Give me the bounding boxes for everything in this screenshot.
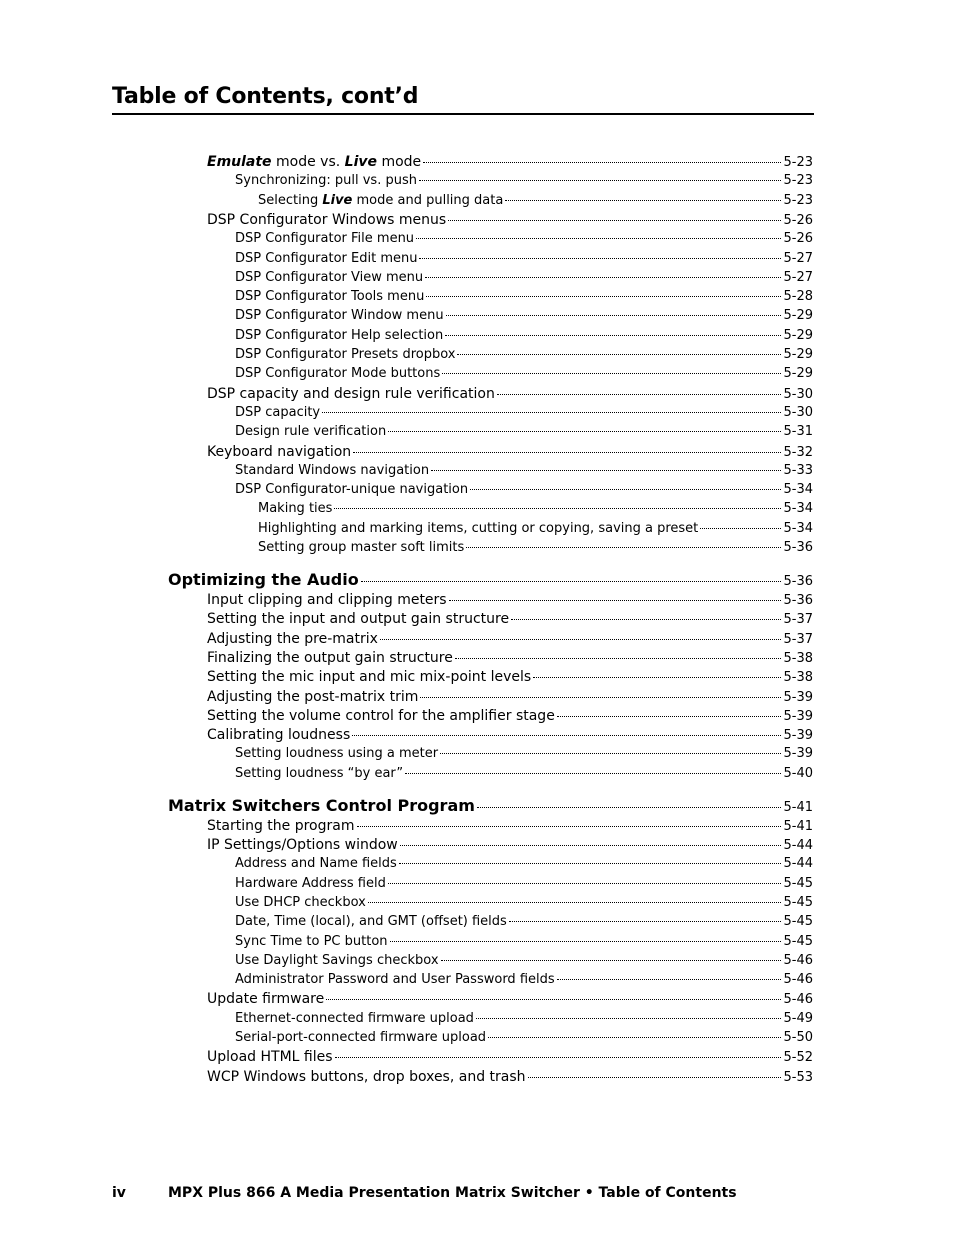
toc-leader-dots [357, 826, 782, 827]
toc-entry-page: 5-45 [783, 933, 813, 949]
toc-entry-label-part: Live [344, 154, 377, 170]
toc-entry[interactable] [235, 405, 813, 420]
toc-entry-page: 5-46 [783, 992, 813, 1008]
toc-entry-label: Design rule verification [235, 424, 387, 440]
toc-leader-dots [488, 1037, 781, 1038]
toc-entry[interactable] [235, 876, 813, 891]
toc-entry-page: 5-36 [783, 574, 813, 589]
toc-entry[interactable] [235, 308, 813, 323]
toc-leader-dots [426, 296, 781, 297]
toc-entry-label: Setting the mic input and mic mix-point levels [207, 669, 532, 686]
toc-leader-dots [419, 180, 782, 181]
toc-entry-page: 5-49 [783, 1010, 813, 1026]
toc-entry-label: DSP capacity [235, 404, 321, 420]
toc-entry-label: Keyboard navigation [207, 443, 352, 460]
toc-entry[interactable] [235, 366, 813, 381]
toc-entry[interactable] [235, 934, 813, 949]
toc-leader-dots [466, 547, 781, 548]
toc-entry-label: DSP Configurator Presets dropbox [235, 347, 456, 362]
toc-entry[interactable] [235, 270, 813, 285]
toc-entry-page: 5-38 [783, 650, 813, 666]
toc-entry-page: 5-27 [783, 269, 813, 285]
toc-entry-page: 5-32 [783, 444, 813, 460]
toc-leader-dots [455, 658, 782, 659]
toc-entry-label: Standard Windows navigation [235, 462, 430, 478]
toc-entry[interactable] [207, 631, 813, 647]
toc-entry-label: Serial-port-connected firmware upload [235, 1030, 487, 1045]
toc-leader-dots [446, 315, 782, 316]
toc-leader-dots [431, 470, 781, 471]
toc-leader-dots [557, 979, 782, 980]
toc-entry[interactable] [235, 766, 813, 781]
toc-entry[interactable] [207, 212, 813, 228]
toc-leader-dots [511, 619, 781, 620]
toc-entry[interactable] [235, 328, 813, 343]
toc-leader-dots [361, 581, 782, 582]
toc-entry-page: 5-34 [783, 482, 813, 498]
toc-entry-page: 5-27 [783, 250, 813, 266]
toc-leader-dots [416, 238, 781, 239]
toc-entry-label: Use Daylight Savings checkbox [235, 952, 439, 968]
toc-entry-page: 5-45 [783, 875, 813, 891]
toc-entry[interactable] [207, 1069, 813, 1085]
toc-entry[interactable] [258, 540, 813, 555]
toc-entry-label: Use DHCP checkbox [235, 894, 366, 910]
toc-leader-dots [470, 489, 781, 490]
toc-entry-label [258, 193, 503, 208]
toc-leader-dots [335, 1057, 782, 1058]
toc-leader-dots [334, 508, 781, 509]
toc-entry-label: Setting loudness using a meter [235, 746, 439, 762]
toc-entry-label: IP Settings/Options window [207, 837, 398, 853]
toc-entry[interactable] [207, 669, 813, 685]
toc-entry-label: Matrix Switchers Control Program [168, 795, 475, 815]
toc-entry[interactable] [207, 689, 813, 705]
toc-leader-dots [528, 1077, 782, 1078]
toc-entry-page: 5-44 [783, 856, 813, 872]
toc-leader-dots [423, 162, 781, 163]
toc-entry-label: Sync Time to PC button [235, 933, 388, 949]
toc-entry[interactable] [235, 173, 813, 188]
toc-entry[interactable] [207, 708, 813, 724]
toc-entry-label: DSP capacity and design rule verification [207, 385, 495, 402]
toc-entry-label: DSP Configurator View menu [235, 269, 424, 285]
toc-entry[interactable] [207, 154, 813, 170]
toc-entry[interactable] [235, 1030, 813, 1045]
toc-entry-page: 5-29 [783, 308, 813, 324]
toc-leader-dots [425, 277, 781, 278]
toc-entry-label: Input clipping and clipping meters [207, 592, 447, 608]
toc-entry[interactable] [207, 991, 813, 1007]
toc-section-heading[interactable] [168, 570, 813, 589]
toc-entry-page: 5-50 [783, 1030, 813, 1045]
toc-entry-page: 5-29 [783, 366, 813, 382]
toc-entry-label: Update firmware [207, 991, 325, 1008]
toc-entry-page: 5-23 [783, 192, 813, 208]
toc-entry-label: Calibrating loudness [207, 727, 351, 744]
toc-entry[interactable] [235, 463, 813, 478]
toc-entry[interactable] [207, 727, 813, 743]
toc-entry-label: Upload HTML files [207, 1049, 333, 1066]
toc-entry-page: 5-26 [783, 212, 813, 228]
toc-entry-page: 5-26 [783, 231, 813, 247]
toc-entry[interactable] [207, 611, 813, 627]
toc-leader-dots [322, 412, 781, 413]
toc-entry-page: 5-30 [783, 404, 813, 420]
toc-leader-dots [505, 200, 781, 201]
footer-text: MPX Plus 866 A Media Presentation Matrix Switcher • Table of Contents [168, 1185, 737, 1201]
toc-entry-page: 5-41 [783, 818, 813, 834]
toc-section-heading[interactable] [168, 796, 813, 815]
toc-entry[interactable] [235, 856, 813, 871]
toc-leader-dots [380, 639, 782, 640]
toc-entry-page: 5-45 [783, 914, 813, 930]
toc-entry-label: Ethernet-connected firmware upload [235, 1010, 474, 1026]
toc-leader-dots [352, 735, 781, 736]
toc-entry-label: Adjusting the post-matrix trim [207, 688, 419, 705]
toc-entry[interactable] [207, 1049, 813, 1065]
toc-entry-page: 5-29 [783, 347, 813, 362]
toc-leader-dots [476, 1018, 782, 1019]
toc-entry[interactable] [235, 424, 813, 439]
toc-leader-dots [353, 452, 781, 453]
toc-leader-dots [388, 431, 781, 432]
toc-entry-page: 5-52 [783, 1050, 813, 1066]
toc-entry-label: Setting loudness “by ear” [235, 765, 404, 781]
toc-entry-label: DSP Configurator-unique navigation [235, 482, 469, 498]
toc-leader-dots [390, 941, 782, 942]
toc-entry-label-part: mode vs. [271, 154, 345, 170]
toc-entry[interactable] [235, 347, 813, 362]
toc-entry-label: Synchronizing: pull vs. push [235, 173, 417, 189]
page-footer [112, 1185, 737, 1201]
toc-entry[interactable] [207, 386, 813, 402]
toc-entry-label: DSP Configurator Edit menu [235, 250, 418, 266]
toc-entry-page: 5-30 [783, 386, 813, 402]
toc-entry[interactable] [235, 251, 813, 266]
toc-entry-label-part: Live [322, 192, 353, 208]
toc-entry-label: Making ties [258, 501, 333, 517]
toc-entry[interactable] [207, 650, 813, 666]
toc-leader-dots [497, 394, 782, 395]
toc-entry-page: 5-45 [783, 894, 813, 910]
toc-entry-label [207, 154, 421, 170]
toc-entry-label: DSP Configurator Tools menu [235, 289, 425, 305]
toc-leader-dots [400, 845, 782, 846]
toc-leader-dots [477, 807, 782, 808]
toc-entry[interactable] [207, 592, 813, 608]
toc-entry[interactable] [235, 953, 813, 968]
toc-entry-page: 5-34 [783, 501, 813, 517]
toc-entry-label-part: Emulate [207, 154, 272, 170]
toc-leader-dots [445, 335, 781, 336]
toc-entry-label: Hardware Address field [235, 875, 386, 891]
toc-entry[interactable] [207, 837, 813, 853]
toc-entry-label: DSP Configurator Help selection [235, 327, 444, 343]
toc-entry[interactable] [235, 895, 813, 910]
toc-entry[interactable] [235, 972, 813, 987]
toc-entry-page: 5-38 [783, 670, 813, 686]
toc-leader-dots [457, 354, 781, 355]
toc-entry-page: 5-37 [783, 631, 813, 647]
toc-leader-dots [700, 528, 781, 529]
toc-entry-label: Adjusting the pre-matrix [207, 630, 378, 647]
toc-leader-dots [420, 697, 781, 698]
toc-entry-label: Optimizing the Audio [168, 570, 359, 589]
toc-leader-dots [326, 999, 781, 1000]
toc-leader-dots [405, 773, 781, 774]
toc-entry-page: 5-39 [783, 708, 813, 724]
page-title: Table of Contents, cont’d [112, 84, 419, 109]
toc-entry-page: 5-41 [783, 799, 813, 815]
toc-entry-page: 5-23 [783, 155, 813, 170]
toc-entry-label: DSP Configurator Mode buttons [235, 366, 441, 382]
toc-entry[interactable] [235, 289, 813, 304]
toc-entry-page: 5-34 [783, 520, 813, 536]
toc-entry-label: DSP Configurator Window menu [235, 308, 444, 324]
toc-leader-dots [399, 863, 782, 864]
toc-leader-dots [441, 960, 782, 961]
toc-entry-label: Address and Name fields [235, 856, 397, 872]
footer-page-number: iv [112, 1185, 126, 1201]
toc-leader-dots [440, 753, 781, 754]
toc-entry-page: 5-39 [783, 689, 813, 705]
toc-entry-page: 5-33 [783, 462, 813, 478]
toc-entry-page: 5-39 [783, 728, 813, 744]
toc-leader-dots [388, 883, 782, 884]
toc-leader-dots [419, 258, 781, 259]
toc-entry-label-part: mode and pulling data [352, 192, 504, 208]
toc-entry-label: Setting the volume control for the amplifier stage [207, 707, 555, 724]
toc-entry[interactable] [235, 231, 813, 246]
toc-entry-page: 5-44 [783, 838, 813, 853]
toc-entry-label: Administrator Password and User Password fields [235, 972, 555, 988]
toc-leader-dots [449, 600, 782, 601]
toc-entry-page: 5-53 [783, 1069, 813, 1085]
toc-entry-label: Date, Time (local), and GMT (offset) fields [235, 914, 507, 930]
toc-entry-page: 5-46 [783, 972, 813, 988]
toc-entry-label-part: mode [377, 154, 422, 170]
toc-entry-page: 5-36 [783, 540, 813, 555]
toc-leader-dots [448, 220, 781, 221]
toc-leader-dots [533, 677, 781, 678]
toc-entry-page: 5-28 [783, 289, 813, 305]
toc-entry-label: Finalizing the output gain structure [207, 649, 453, 666]
toc-entry-page: 5-31 [783, 424, 813, 440]
toc-leader-dots [442, 373, 781, 374]
toc-entry-label: Setting the input and output gain structure [207, 611, 510, 628]
toc-entry-label: DSP Configurator File menu [235, 231, 415, 247]
toc-entry-page: 5-36 [783, 593, 813, 608]
toc-entry-page: 5-40 [783, 765, 813, 781]
toc-entry-page: 5-23 [783, 173, 813, 189]
toc-entry-page: 5-29 [783, 327, 813, 343]
toc-entry[interactable] [258, 521, 813, 536]
toc-entry-label: DSP Configurator Windows menus [207, 211, 447, 228]
toc-entry[interactable] [207, 444, 813, 460]
toc-entry-page: 5-37 [783, 612, 813, 628]
toc-entry-label: WCP Windows buttons, drop boxes, and trash [207, 1068, 526, 1085]
toc-entry[interactable] [235, 1011, 813, 1026]
toc-entry[interactable] [207, 818, 813, 834]
toc-entry-label: Starting the program [207, 817, 355, 834]
toc-leader-dots [509, 921, 782, 922]
toc-entry-label-part: Selecting [258, 192, 323, 208]
toc-leader-dots [368, 902, 782, 903]
toc-leader-dots [557, 716, 782, 717]
toc-entry[interactable] [235, 914, 813, 929]
toc-entry[interactable] [235, 482, 813, 497]
toc-entry-page: 5-46 [783, 952, 813, 968]
toc-entry[interactable] [258, 193, 813, 208]
toc-entry-page: 5-39 [783, 746, 813, 762]
toc-entry-label: Setting group master soft limits [258, 540, 465, 555]
toc-entry[interactable] [235, 746, 813, 761]
toc-entry-label: Highlighting and marking items, cutting or copying, saving a preset [258, 520, 699, 536]
toc-entry[interactable] [258, 501, 813, 516]
